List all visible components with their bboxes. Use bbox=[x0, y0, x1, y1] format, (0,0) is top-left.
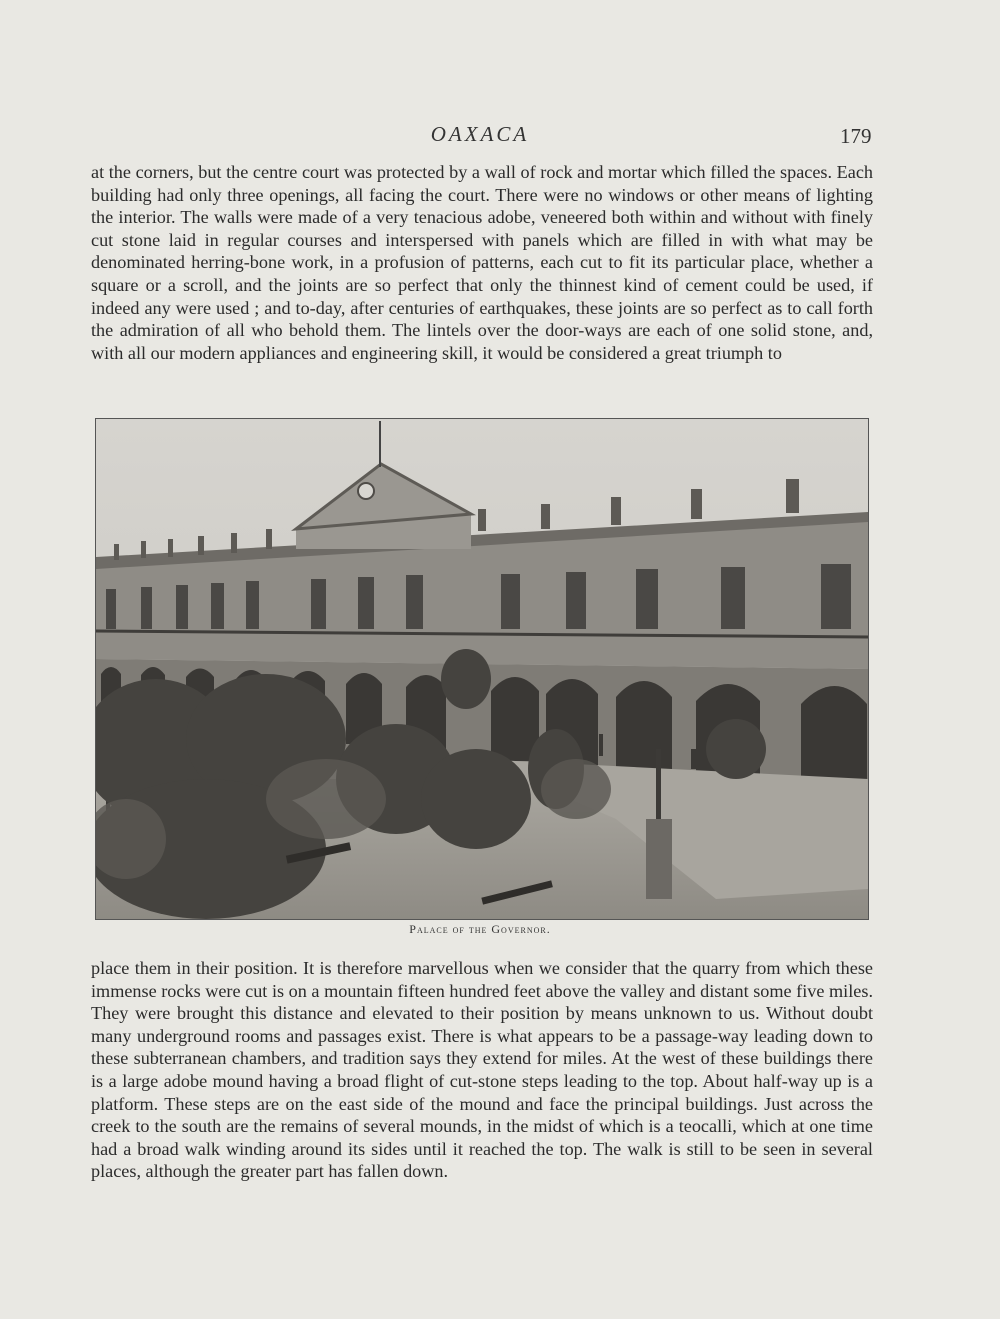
figure-caption: Palace of the Governor. bbox=[409, 922, 551, 936]
running-head bbox=[0, 122, 1000, 152]
paragraph: place them in their position. It is therefore marvellous when we consider that the quarry from which these immense rocks were cut is on a mountain fifteen hundred feet above the valley and distant some five miles. They were brought this distance and elevated to their position by means unknown to us. Without doubt many underground rooms and passages exist. There is what appears to be a passage-way leading down to these subterranean chambers, and tradition says they extend for miles. At the west of these buildings there is a large adobe mound having a broad flight of cut-stone steps leading to the top. About half-way up is a platform. These steps are on the east side of the mound and face the principal buildings. Just across the creek to the south are the remains of several mounds, in the midst of which is a teocalli, which at one time had a broad walk winding around its sides until it reached the top. The walk is still to be seen in several places, although the greater part has fallen down. bbox=[91, 958, 873, 1182]
page-number: 179 bbox=[840, 124, 872, 148]
body-text-bottom bbox=[91, 957, 873, 1183]
palace-photograph bbox=[96, 419, 868, 919]
body-text-top bbox=[91, 161, 873, 364]
running-title: OAXACA bbox=[430, 122, 530, 146]
figure-photograph bbox=[95, 418, 869, 920]
paragraph: at the corners, but the centre court was protected by a wall of rock and mortar which filled the spaces. Each building had only three openings, all facing the court. There were no windows or other means of lighting the interior. The walls were made of a very tenacious adobe, veneered both within and without with finely cut stone laid in regular courses and interspersed with panels which are filled in with what may be denominated herring-bone work, in a profusion of patterns, each cut to fit its particular place, whether a square or a scroll, and the joints are so perfect that only the thinnest kind of cement could be used, if indeed any were used ; and to-day, after centuries of earthquakes, these joints are so perfect as to call forth the admiration of all who behold them. The lintels over the door-ways are each of one solid stone, and, with all our modern appliances and engineering skill, it would be considered a great triumph to bbox=[91, 162, 873, 363]
